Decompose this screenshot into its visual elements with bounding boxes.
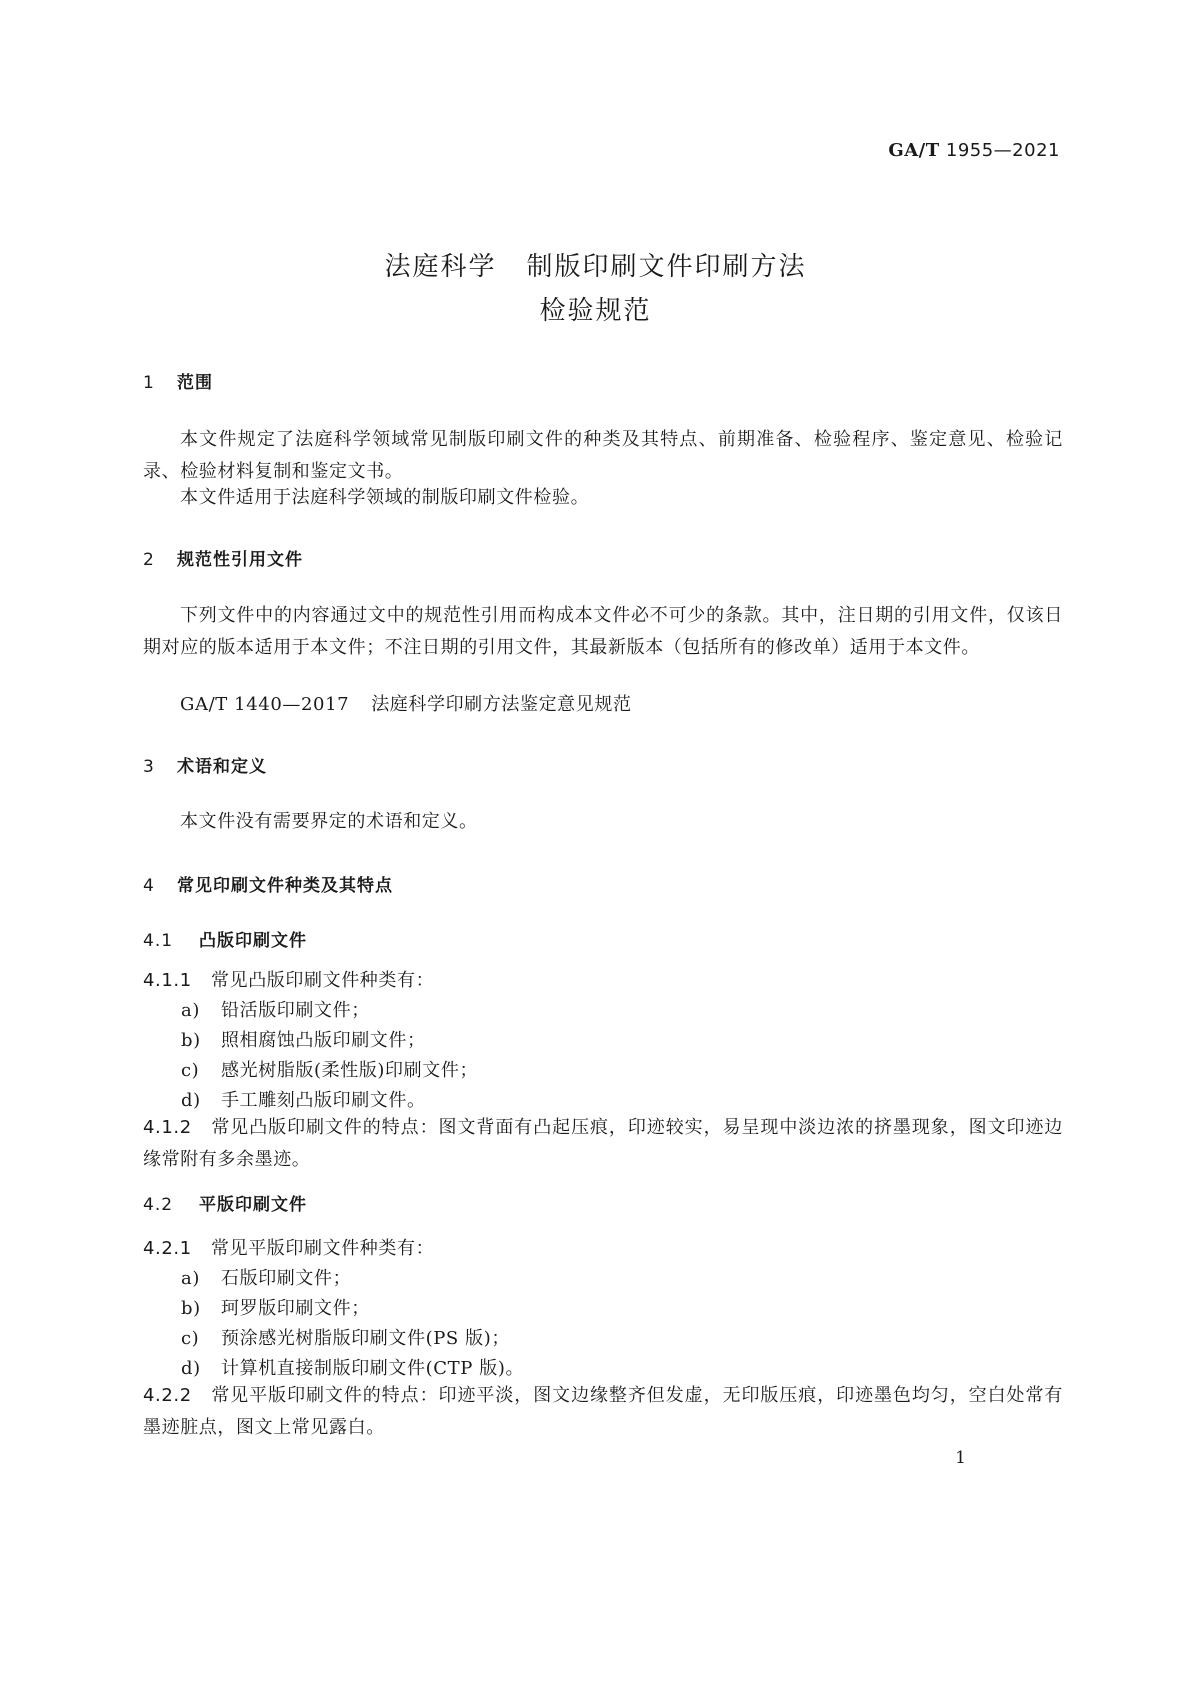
list-item-text: 照相腐蚀凸版印刷文件； [221, 1030, 426, 1051]
list-item [181, 1026, 426, 1052]
clause-number: 4.1.1 [143, 970, 192, 991]
list-item-text: 手工雕刻凸版印刷文件。 [221, 1090, 426, 1111]
section-4-heading [143, 871, 393, 896]
subsection-title: 平版印刷文件 [199, 1195, 307, 1215]
section-title: 范围 [177, 373, 213, 393]
clause-text: 常见平版印刷文件种类有： [211, 1238, 435, 1259]
clause-text: 常见凸版印刷文件种类有： [211, 970, 435, 991]
reference-code: GA/T 1440—2017 [180, 694, 350, 715]
subsection-number: 4.1 [143, 931, 174, 951]
clause-text: 常见平版印刷文件的特点：印迹平淡，图文边缘整齐但发虚，无印版压痕，印迹墨色均匀，空白处常有墨迹脏点，图文上常见露白。 [143, 1385, 1063, 1438]
normative-reference [180, 690, 632, 716]
clause-number: 4.2.1 [143, 1238, 192, 1259]
list-item [181, 996, 370, 1022]
list-item-text: 预涂感光树脂版印刷文件(PS 版)； [221, 1328, 511, 1349]
standard-number [888, 140, 1060, 161]
title-subject: 制版印刷文件印刷方法 [526, 252, 807, 282]
clause-number: 4.2.2 [143, 1385, 192, 1406]
list-item-label: b) [181, 1298, 201, 1319]
list-item-label: d) [181, 1090, 201, 1111]
list-item-label: c) [181, 1060, 200, 1081]
title-field: 法庭科学 [384, 252, 497, 282]
document-title-line1 [0, 246, 1191, 283]
section-1-paragraph-1: 本文件规定了法庭科学领域常见制版印刷文件的种类及其特点、前期准备、检验程序、鉴定意见、检验记录、检验材料复制和鉴定文书。 [143, 429, 1063, 482]
reference-title: 法庭科学印刷方法鉴定意见规范 [371, 694, 632, 715]
clause-number: 4.1.2 [143, 1117, 192, 1138]
standard-prefix: GA/T [888, 140, 940, 161]
subsection-title: 凸版印刷文件 [199, 931, 307, 951]
section-title: 常见印刷文件种类及其特点 [177, 876, 393, 896]
list-item-text: 珂罗版印刷文件； [221, 1298, 370, 1319]
list-item-label: d) [181, 1358, 201, 1379]
section-3-heading [143, 752, 267, 777]
section-number: 2 [143, 550, 155, 570]
clause-4-2-2 [143, 1380, 1063, 1444]
clause-4-1-2 [143, 1112, 1063, 1176]
standard-code: 1955—2021 [945, 140, 1060, 161]
list-item [181, 1086, 426, 1112]
subsection-4-2-heading [143, 1190, 307, 1215]
list-item [181, 1294, 370, 1320]
list-item-text: 感光树脂版(柔性版)印刷文件； [221, 1060, 479, 1081]
section-2-paragraph-1: 下列文件中的内容通过文中的规范性引用而构成本文件必不可少的条款。其中，注日期的引用文件，仅该日期对应的版本适用于本文件；不注日期的引用文件，其最新版本（包括所有的修改单）适用于本文件。 [143, 605, 1063, 658]
section-title: 术语和定义 [177, 757, 267, 777]
section-number: 3 [143, 757, 155, 777]
list-item [181, 1354, 524, 1380]
list-item-text: 铅活版印刷文件； [221, 1000, 370, 1021]
list-item-label: c) [181, 1328, 200, 1349]
clause-4-1-1 [143, 966, 434, 992]
list-item [181, 1056, 478, 1082]
list-item-label: a) [181, 1000, 200, 1021]
list-item-label: b) [181, 1030, 201, 1051]
list-item-label: a) [181, 1268, 200, 1289]
document-title-line2: 检验规范 [539, 296, 652, 326]
section-1-paragraph-2: 本文件适用于法庭科学领域的制版印刷文件检验。 [180, 487, 590, 508]
list-item [181, 1324, 510, 1350]
section-2-heading [143, 545, 303, 570]
section-1-heading [143, 368, 213, 393]
section-number: 4 [143, 876, 155, 896]
list-item-text: 石版印刷文件； [221, 1268, 352, 1289]
list-item [181, 1264, 351, 1290]
subsection-number: 4.2 [143, 1195, 174, 1215]
list-item-text: 计算机直接制版印刷文件(CTP 版)。 [221, 1358, 525, 1379]
clause-text: 常见凸版印刷文件的特点：图文背面有凸起压痕，印迹较实，易呈现中淡边浓的挤墨现象，图文印迹边缘常附有多余墨迹。 [143, 1117, 1063, 1170]
clause-4-2-1 [143, 1234, 434, 1260]
section-title: 规范性引用文件 [177, 550, 303, 570]
section-3-paragraph-1: 本文件没有需要界定的术语和定义。 [180, 811, 478, 832]
page-number: 1 [955, 1448, 966, 1468]
section-number: 1 [143, 373, 155, 393]
subsection-4-1-heading [143, 926, 307, 951]
